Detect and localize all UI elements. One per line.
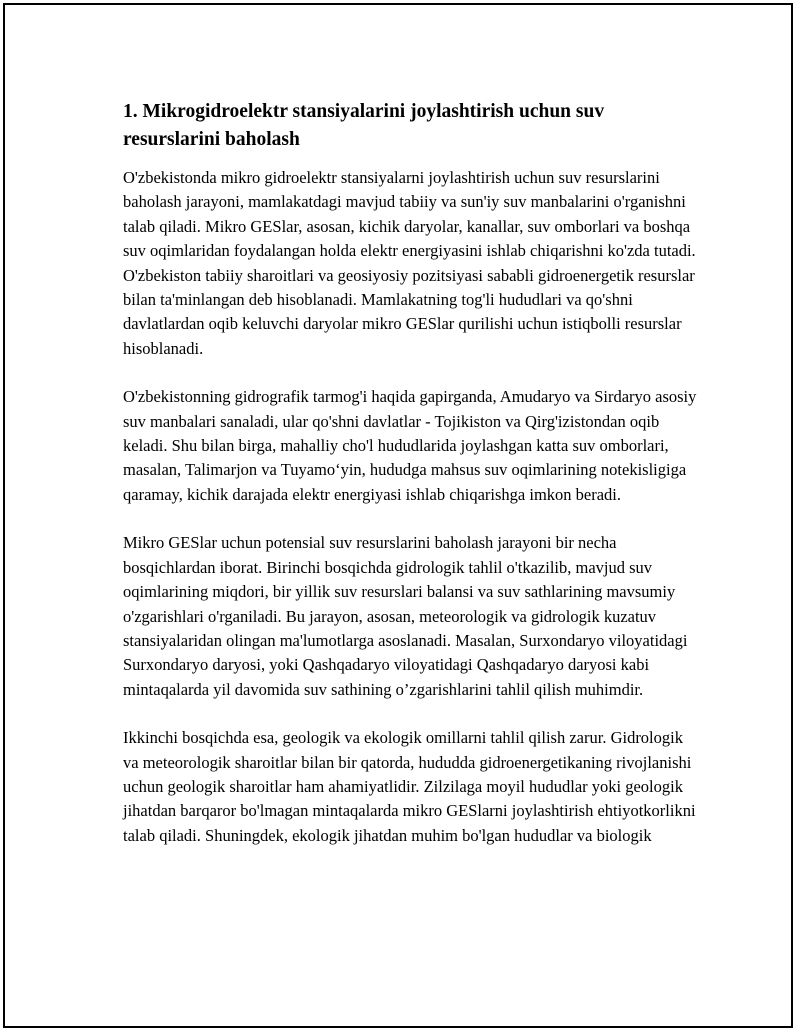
section-heading: 1. Mikrogidroelektr stansiyalarini joylashtirish uchun suv resurslarini baholash: [123, 101, 605, 150]
document-body: [123, 98, 698, 872]
paragraph-3: Mikro GESlar uchun potensial suv resurslarini baholash jarayoni bir necha bosqichlardan iborat. Birinchi bosqichda gidrologik tahlil o'tkazilib, mavjud suv oqimlarining miqdori, bir yillik suv resurslari balansi va suv sathlarining mavsumiy o'zgarishlari o'rganiladi. Bu jarayon, asosan, meteorologik va gidrologik kuzatuv stansiyalaridan olingan ma'lumotlarga asoslanadi. Masalan, Surxondaryo viloyatidagi Surxondaryo daryosi, yoki Qashqadaryo viloyatidagi Qashqadaryo daryosi kabi mintaqalarda yil davomida suv sathining o’zgarishlarini tahlil qilish muhimdir.: [123, 533, 688, 699]
paragraph-2: O'zbekistonning gidrografik tarmog'i haqida gapirganda, Amudaryo va Sirdaryo asosiy suv manbalari sanaladi, ular qo'shni davlatlar - Tojikiston va Qirg'izistondan oqib keladi. Shu bilan birga, mahalliy cho'l hududlarida joylashgan katta suv omborlari, masalan, Talimarjon va Tuyamo‘yin, hududga mahsus suv oqimlarining notekisligiga qaramay, kichik darajada elektr energiyasi ishlab chiqarishga imkon beradi.: [123, 387, 697, 504]
paragraph-1: O'zbekistonda mikro gidroelektr stansiyalarni joylashtirish uchun suv resurslarini baholash jarayoni, mamlakatdagi mavjud tabiiy va sun'iy suv manbalarini o'rganishni talab qiladi. Mikro GESlar, asosan, kichik daryolar, kanallar, suv omborlari va boshqa suv oqimlaridan foydalangan holda elektr energiyasini ishlab chiqarishni ko'zda tutadi. O'zbekiston tabiiy sharoitlari va geosiyosiy pozitsiyasi sababli gidroenergetik resurslar bilan ta'minlangan deb hisoblanadi. Mamlakatning tog'li hududlari va qo'shni davlatlardan oqib keluvchi daryolar mikro GESlar qurilishi uchun istiqbolli resurslar hisoblanadi.: [123, 168, 696, 358]
page-frame: [3, 3, 793, 1028]
paragraph-4: Ikkinchi bosqichda esa, geologik va ekologik omillarni tahlil qilish zarur. Gidrologik va meteorologik sharoitlar bilan bir qatorda, hududda gidroenergetikaning rivojlanishi uchun geologik sharoitlar ham ahamiyatlidir. Zilzilaga moyil hududlar yoki geologik jihatdan barqaror bo'lmagan mintaqalarda mikro GESlarni joylashtirish ehtiyotkorlikni talab qiladi. Shuningdek, ekologik jihatdan muhim bo'lgan hududlar va biologik: [123, 728, 696, 845]
